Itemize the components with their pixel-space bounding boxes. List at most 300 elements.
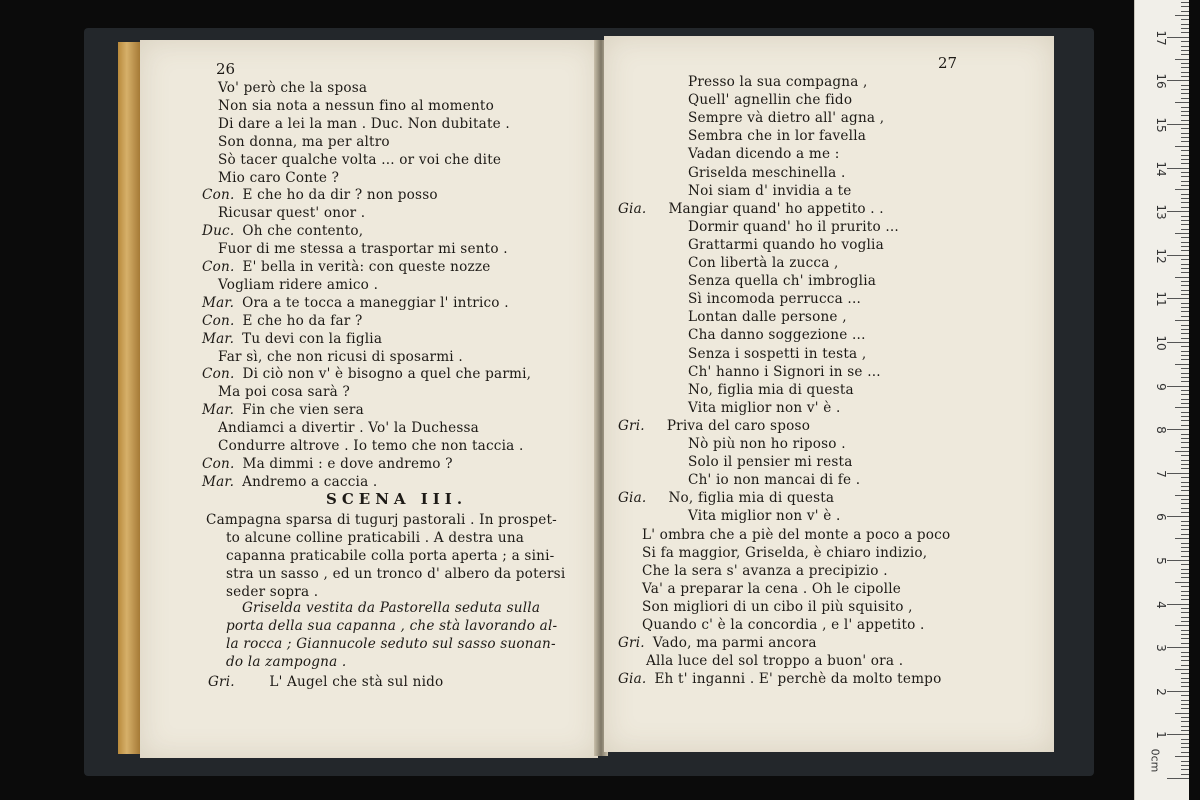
ruler-tick	[1181, 695, 1189, 696]
line-text: Vado, ma parmi ancora	[652, 635, 817, 652]
ruler-tick	[1167, 429, 1189, 430]
line-text: Cha danno soggezione ...	[688, 327, 866, 344]
ruler-tick	[1181, 721, 1189, 722]
line-text: Son migliori di un cibo il più squisito ,	[642, 598, 913, 615]
italic-direction-line: la rocca ; Giannucole seduto sul sasso suonan-	[226, 636, 556, 652]
ruler-tick	[1181, 577, 1189, 578]
ruler-tick	[1181, 329, 1189, 330]
ruler-tick	[1167, 516, 1189, 517]
ruler-tick	[1181, 63, 1189, 64]
ruler-tick	[1181, 490, 1189, 491]
line-text: Vogliam ridere amico .	[218, 276, 379, 293]
ruler-tick	[1181, 534, 1189, 535]
text-line	[218, 277, 378, 294]
ruler-tick	[1181, 32, 1189, 33]
ruler-tick	[1181, 237, 1189, 238]
line-text: Vita miglior non v' è .	[688, 399, 841, 416]
ruler-tick	[1181, 612, 1189, 613]
ruler-tick	[1181, 499, 1189, 500]
ruler-tick	[1181, 89, 1189, 90]
ruler-tick	[1181, 394, 1189, 395]
ruler-tick	[1175, 407, 1189, 408]
stage-direction-line: stra un sasso , ed un tronco d' albero da potersi	[226, 566, 566, 582]
line-text: Noi siam d' invidia a te	[688, 182, 852, 199]
ruler-tick	[1181, 54, 1189, 55]
ruler-tick	[1181, 220, 1189, 221]
line-text: Mio caro Conte ?	[218, 169, 340, 186]
ruler-tick	[1181, 250, 1189, 251]
ruler-tick	[1181, 346, 1189, 347]
ruler-tick	[1175, 146, 1189, 147]
text-line	[202, 295, 509, 312]
line-text: Di ciò non v' è bisogno a quel che parmi,	[242, 366, 532, 383]
text-line	[688, 291, 861, 308]
ruler-tick	[1175, 669, 1189, 670]
ruler-tick	[1181, 425, 1189, 426]
ruler-number: 5	[1154, 557, 1168, 565]
ruler-tick	[1181, 181, 1189, 182]
ruler-tick	[1181, 477, 1189, 478]
ruler-number: 1	[1154, 731, 1168, 740]
ruler-tick	[1181, 202, 1189, 203]
ruler-tick	[1181, 224, 1189, 225]
ruler-tick	[1181, 512, 1189, 513]
line-text: Vita miglior non v' è .	[688, 508, 841, 525]
ruler-tick	[1181, 739, 1189, 740]
text-line	[218, 152, 501, 169]
ruler-tick	[1181, 508, 1189, 509]
ruler-tick	[1181, 50, 1189, 51]
ruler-tick	[1181, 564, 1189, 565]
text-line	[218, 134, 390, 151]
ruler-tick	[1167, 80, 1189, 81]
ruler-tick	[1181, 290, 1189, 291]
ruler-tick	[1181, 652, 1189, 653]
ruler-tick	[1181, 111, 1189, 112]
ruler-tick	[1181, 133, 1189, 134]
speaker-label: Mar.	[202, 473, 235, 490]
ruler-tick	[1167, 604, 1189, 605]
ruler-tick	[1181, 673, 1189, 674]
text-line	[202, 474, 377, 491]
ruler-tick	[1181, 442, 1189, 443]
ruler-tick	[1181, 216, 1189, 217]
ruler-tick	[1167, 342, 1189, 343]
ruler-tick	[1181, 72, 1189, 73]
measuring-ruler	[1134, 0, 1189, 800]
ruler-tick	[1181, 708, 1189, 709]
ruler-number: 12	[1154, 248, 1168, 264]
ruler-tick	[1181, 294, 1189, 295]
ruler-tick	[1181, 85, 1189, 86]
ruler-tick	[1167, 255, 1189, 256]
line-text: Tu devi con la figlia	[242, 330, 383, 347]
line-text: Ch' hanno i Signori in se ...	[688, 363, 881, 380]
speaker-label: Gri.	[618, 635, 645, 652]
ruler-tick	[1175, 713, 1189, 714]
ruler-tick	[1181, 259, 1189, 260]
ruler-number: 16	[1154, 73, 1168, 90]
ruler-tick	[1181, 686, 1189, 687]
line-text: Quando c' è la concordia , e l' appetito .	[642, 617, 925, 633]
line-text: Che la sera s' avanza a precipizio .	[642, 562, 888, 579]
line-text: Ricusar quest' onor .	[218, 205, 366, 222]
ruler-tick	[1167, 473, 1189, 474]
ruler-tick	[1181, 416, 1189, 417]
speaker-label: Gri.	[208, 674, 235, 690]
ruler-tick	[1181, 207, 1189, 208]
ruler-tick	[1181, 656, 1189, 657]
ruler-tick	[1181, 774, 1189, 775]
line-text: L' ombra che a piè del monte a poco a poco	[642, 526, 951, 543]
speaker-label: Con.	[202, 455, 235, 472]
text-line	[202, 223, 363, 240]
ruler-tick	[1181, 586, 1189, 587]
line-text: Priva del caro sposo	[666, 417, 811, 434]
text-line	[688, 508, 841, 525]
ruler-tick	[1181, 529, 1189, 530]
line-text: Griselda meschinella .	[688, 164, 846, 181]
ruler-tick	[1181, 464, 1189, 465]
ruler-tick	[1181, 521, 1189, 522]
ruler-tick	[1181, 333, 1189, 334]
ruler-tick	[1181, 765, 1189, 766]
line-text: Si fa maggior, Griselda, è chiaro indizio,	[642, 544, 928, 561]
page-edges	[118, 42, 140, 754]
line-text: Non sia nota a nessun fino al momento	[218, 97, 494, 114]
ruler-tick	[1175, 189, 1189, 190]
ruler-tick	[1181, 551, 1189, 552]
text-line	[618, 418, 810, 435]
ruler-tick	[1181, 543, 1189, 544]
ruler-tick	[1181, 141, 1189, 142]
text-line	[688, 273, 876, 290]
line-text: No, figlia mia di questa	[668, 490, 835, 507]
ruler-tick	[1181, 638, 1189, 639]
line-text: Ma poi cosa sarà ?	[218, 384, 350, 401]
text-line	[688, 346, 866, 363]
right-page	[604, 36, 1054, 752]
text-line	[202, 402, 364, 419]
stage-direction-line: to alcune colline praticabili . A destra una	[226, 530, 525, 546]
ruler-tick	[1181, 11, 1189, 12]
ruler-tick	[1167, 560, 1189, 561]
text-line	[642, 581, 901, 598]
text-line	[688, 110, 884, 127]
ruler-tick	[1181, 98, 1189, 99]
speaker-label: Mar.	[202, 294, 235, 311]
text-line	[618, 201, 884, 218]
text-line	[688, 327, 866, 344]
speaker-label: Gri.	[618, 417, 645, 434]
line-text: Fin che vien sera	[242, 402, 364, 419]
ruler-tick	[1181, 93, 1189, 94]
text-line	[218, 384, 350, 401]
ruler-tick	[1181, 503, 1189, 504]
speaker-label: Gia.	[618, 490, 647, 507]
text-line	[218, 241, 508, 258]
ruler-number: 13	[1154, 204, 1168, 220]
ruler-tick	[1181, 120, 1189, 121]
text-line	[218, 80, 367, 97]
ruler-tick	[1181, 591, 1189, 592]
ruler-number: 15	[1154, 117, 1168, 133]
ruler-tick	[1181, 643, 1189, 644]
text-line	[642, 527, 950, 544]
line-text: Sempre và dietro all' agna ,	[688, 110, 885, 127]
text-line	[218, 438, 523, 455]
line-text: Alla luce del sol troppo a buon' ora .	[646, 653, 904, 670]
ruler-tick	[1181, 482, 1189, 483]
scene-heading: SCENA III.	[326, 490, 468, 508]
line-text: Lontan dalle persone ,	[688, 309, 847, 326]
ruler-number: 6	[1154, 513, 1168, 522]
ruler-tick	[1181, 486, 1189, 487]
text-line	[218, 98, 494, 115]
line-text: Oh che contento,	[242, 223, 364, 240]
ruler-tick	[1181, 303, 1189, 304]
line-text: Vo' però che la sposa	[218, 80, 368, 96]
speaker-label: Mar.	[202, 402, 235, 419]
line-text: Grattarmi quando ho voglia	[688, 236, 884, 253]
page-number: 26	[216, 60, 236, 78]
ruler-tick	[1181, 285, 1189, 286]
ruler-tick	[1181, 547, 1189, 548]
ruler-tick	[1175, 277, 1189, 278]
text-line	[202, 366, 531, 383]
speaker-label: Mar.	[202, 330, 235, 347]
text-line	[202, 331, 382, 348]
text-line	[646, 653, 903, 670]
ruler-number: 9	[1154, 382, 1168, 391]
text-line	[642, 599, 913, 616]
ruler-tick	[1181, 634, 1189, 635]
ruler-tick	[1181, 46, 1189, 47]
speaker-label: Duc.	[202, 223, 235, 240]
ruler-tick	[1181, 185, 1189, 186]
text-line	[688, 436, 846, 453]
line-text: Far sì, che non ricusi di sposarmi .	[218, 348, 463, 365]
line-text: Mangiar quand' ho appetito . .	[668, 200, 884, 217]
text-line	[202, 187, 438, 204]
line-text: Sì incomoda perrucca ...	[688, 291, 861, 308]
line-text: Ch' io non mancai di fe .	[688, 472, 861, 489]
line-text: Ora a te tocca a maneggiar l' intrico .	[242, 294, 509, 311]
line-text: L' Augel che stà sul nido	[269, 674, 444, 690]
text-line	[218, 420, 479, 437]
text-line	[688, 454, 853, 471]
line-text: E' bella in verità: con queste nozze	[242, 259, 491, 275]
ruler-tick	[1181, 41, 1189, 42]
ruler-tick	[1181, 150, 1189, 151]
ruler-tick	[1181, 368, 1189, 369]
ruler-tick	[1181, 743, 1189, 744]
italic-direction-line: do la zampogna .	[226, 654, 347, 670]
ruler-tick	[1181, 242, 1189, 243]
ruler-tick	[1181, 355, 1189, 356]
ruler-tick	[1181, 311, 1189, 312]
text-line	[618, 490, 834, 507]
line-text: Fuor di me stessa a trasportar mi sento .	[218, 241, 508, 258]
ruler-tick	[1181, 761, 1189, 762]
line-text: Dormir quand' ho il prurito ...	[688, 218, 899, 235]
ruler-tick	[1181, 163, 1189, 164]
text-line	[688, 183, 852, 200]
ruler-tick	[1175, 233, 1189, 234]
ruler-tick	[1175, 582, 1189, 583]
ruler-tick	[1181, 700, 1189, 701]
ruler-tick	[1181, 747, 1189, 748]
text-line	[208, 674, 443, 691]
ruler-number: 7	[1154, 469, 1168, 478]
ruler-tick	[1181, 595, 1189, 596]
ruler-tick	[1181, 569, 1189, 570]
ruler-tick	[1181, 19, 1189, 20]
ruler-tick	[1181, 128, 1189, 129]
ruler-tick	[1181, 381, 1189, 382]
ruler-tick	[1181, 717, 1189, 718]
ruler-tick	[1167, 37, 1189, 38]
line-text: Eh t' inganni . E' perchè da molto tempo	[654, 671, 942, 688]
ruler-number: 11	[1154, 291, 1168, 308]
ruler-tick	[1167, 734, 1189, 735]
ruler-tick	[1167, 124, 1189, 125]
line-text: Ma dimmi : e dove andremo ?	[242, 455, 453, 472]
ruler-tick	[1167, 778, 1189, 779]
text-line	[218, 116, 510, 133]
ruler-tick	[1181, 460, 1189, 461]
ruler-tick	[1181, 769, 1189, 770]
ruler-tick	[1167, 647, 1189, 648]
line-text: Son donna, ma per altro	[218, 133, 390, 150]
ruler-tick	[1181, 2, 1189, 3]
text-line	[688, 364, 881, 381]
line-text: Condurre altrove . Io temo che non taccia .	[218, 438, 524, 454]
line-text: Senza i sospetti in testa ,	[688, 345, 867, 362]
text-line	[688, 382, 854, 399]
ruler-tick	[1181, 115, 1189, 116]
line-text: Vadan dicendo a me :	[688, 146, 840, 163]
ruler-tick	[1181, 246, 1189, 247]
text-line	[618, 635, 817, 652]
line-text: Andremo a caccia .	[242, 473, 378, 490]
ruler-tick	[1181, 399, 1189, 400]
ruler-tick	[1181, 264, 1189, 265]
ruler-tick	[1181, 229, 1189, 230]
page-number: 27	[938, 54, 958, 72]
ruler-number: 3	[1154, 644, 1168, 652]
ruler-tick	[1167, 691, 1189, 692]
text-line	[688, 219, 899, 236]
left-page	[140, 40, 598, 758]
speaker-label: Gia.	[618, 671, 647, 688]
ruler-tick	[1181, 6, 1189, 7]
ruler-tick	[1181, 403, 1189, 404]
ruler-tick	[1181, 665, 1189, 666]
text-line	[688, 146, 840, 163]
italic-direction-line: porta della sua capanna , che stà lavorando al-	[226, 618, 558, 634]
ruler-tick	[1181, 621, 1189, 622]
text-line	[218, 170, 339, 187]
ruler-tick	[1167, 298, 1189, 299]
text-line	[642, 545, 927, 562]
text-line	[202, 313, 362, 330]
ruler-tick	[1181, 573, 1189, 574]
ruler-tick	[1181, 608, 1189, 609]
line-text: Di dare a lei la man . Duc. Non dubitate .	[218, 115, 510, 132]
ruler-tick	[1181, 447, 1189, 448]
ruler-tick	[1181, 412, 1189, 413]
ruler-tick	[1181, 281, 1189, 282]
ruler-tick	[1175, 15, 1189, 16]
stage-direction-line: seder sopra .	[226, 584, 319, 600]
text-line	[618, 671, 941, 688]
ruler-number: 14	[1154, 160, 1168, 177]
ruler-tick	[1181, 455, 1189, 456]
ruler-tick	[1167, 211, 1189, 212]
speaker-label: Gia.	[618, 200, 647, 217]
line-text: E che ho da far ?	[242, 312, 363, 329]
text-line	[688, 165, 845, 182]
line-text: Andiamci a divertir . Vo' la Duchessa	[218, 420, 479, 437]
ruler-tick	[1181, 752, 1189, 753]
line-text: Con libertà la zucca ,	[688, 255, 839, 271]
ruler-tick	[1181, 198, 1189, 199]
ruler-tick	[1181, 137, 1189, 138]
ruler-tick	[1181, 438, 1189, 439]
ruler-tick	[1181, 726, 1189, 727]
text-line	[642, 617, 925, 634]
text-line	[218, 349, 463, 366]
ruler-tick	[1181, 359, 1189, 360]
ruler-tick	[1181, 272, 1189, 273]
text-line	[688, 472, 860, 489]
text-line	[688, 237, 884, 254]
line-text: Nò più non ho riposo .	[688, 436, 846, 452]
ruler-tick	[1181, 682, 1189, 683]
ruler-tick	[1181, 704, 1189, 705]
ruler-tick	[1181, 316, 1189, 317]
ruler-tick	[1181, 525, 1189, 526]
ruler-tick	[1181, 338, 1189, 339]
ruler-tick	[1181, 599, 1189, 600]
ruler-tick	[1181, 420, 1189, 421]
ruler-tick	[1181, 67, 1189, 68]
ruler-tick	[1181, 325, 1189, 326]
ruler-tick	[1181, 194, 1189, 195]
ruler-tick	[1181, 434, 1189, 435]
ruler-tick	[1181, 155, 1189, 156]
line-text: Va' a preparar la cena . Oh le cipolle	[642, 580, 902, 597]
ruler-tick	[1181, 28, 1189, 29]
text-line	[218, 205, 365, 222]
text-line	[202, 456, 453, 473]
ruler-tick	[1181, 377, 1189, 378]
ruler-tick	[1181, 373, 1189, 374]
ruler-tick	[1181, 107, 1189, 108]
ruler-tick	[1181, 176, 1189, 177]
ruler-tick	[1175, 59, 1189, 60]
ruler-tick	[1175, 320, 1189, 321]
ruler-tick	[1175, 538, 1189, 539]
ruler-tick	[1181, 678, 1189, 679]
ruler-tick	[1181, 172, 1189, 173]
speaker-label: Con.	[202, 312, 235, 329]
line-text: Presso la sua compagna ,	[688, 74, 868, 90]
ruler-number: 2	[1154, 687, 1168, 696]
ruler-tick	[1175, 625, 1189, 626]
speaker-label: Con.	[202, 259, 235, 275]
